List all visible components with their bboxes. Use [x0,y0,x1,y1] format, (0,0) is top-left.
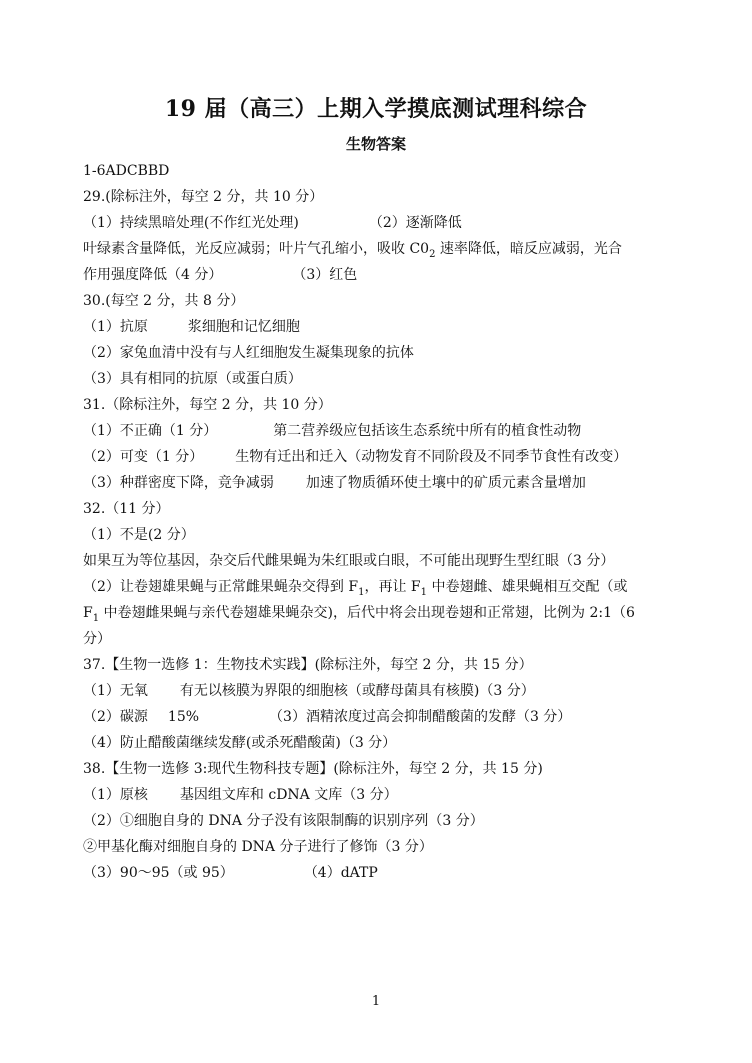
q32-heading: 32.（11 分） [83,501,170,517]
q32-answer-1: （1）不是(2 分） [83,527,195,543]
page-number: 1 [371,994,381,1009]
q37-answer-4: （4）防止醋酸菌继续发酵(或杀死醋酸菌)（3 分） [83,735,397,751]
q37-answer-2: （2）碳源 [83,709,148,725]
q37-answer-row-2 [83,704,677,730]
q38-answer-row-1 [83,782,677,808]
q37-answer-2b: 15% [167,709,200,725]
q31-answer-2b: 生物有迁出和迁入（动物发育不同阶段及不同季节食性有改变） [235,449,628,465]
q31-answer-3b: 加速了物质循环使土壤中的矿质元素含量增加 [305,475,586,491]
q32-answer-2-line-1 [83,574,677,600]
q31-answer-row-2 [83,444,677,470]
q31-answer-row-3 [83,470,677,496]
q32-answer-1-detail: 如果互为等位基因，杂交后代雌果蝇为朱红眼或白眼，不可能出现野生型红眼（3 分） [83,553,615,569]
q31-heading: 31.（除标注外，每空 2 分，共 10 分） [83,397,332,413]
q31-answer-3: （3）种群密度下降，竞争减弱 [83,475,274,491]
q38-answer-4: （4）dATP [303,865,378,881]
q37-answer-row-1 [83,678,677,704]
q31-answer-2: （2）可变（1 分） [83,449,204,465]
q31-answer-row-1 [83,418,677,444]
q30-answer-3: （3）具有相同的抗原（或蛋白质） [83,371,302,387]
q38-answer-row-3 [83,860,677,886]
q30-answer-1b: 浆细胞和记忆细胞 [187,319,300,335]
q38-answer-1: （1）原核 [83,787,148,803]
q29-detail-line-1 [83,236,677,262]
q32-a2-sub-2: 1 [420,586,427,598]
mc-answers: 1-6ADCBBD [83,163,170,179]
q29-detail-line-2 [83,262,677,288]
q29-answer-2: （2）逐渐降低 [368,215,462,231]
q38-answer-3: （3）90～95（或 95） [83,865,234,881]
q29-answer-3: （3）红色 [292,267,358,283]
q38-answer-1b: 基因组文库和 cDNA 文库（3 分） [179,787,398,803]
q32-a2-sub-3: 1 [92,612,100,624]
q30-answer-row-1 [83,314,677,340]
q37-answer-3: （3）酒精浓度过高会抑制醋酸菌的发酵（3 分） [269,709,572,725]
q29-detail-text-c: 作用强度降低（4 分） [83,267,223,283]
q37-heading: 37.【生物一选修 1：生物技术实践】(除标注外，每空 2 分，共 15 分） [83,657,533,673]
q29-answer-1: （1）持续黑暗处理(不作红光处理) [83,215,299,231]
q31-answer-1: （1）不正确（1 分） [83,423,218,439]
q32-a2-sub-1: 1 [358,586,365,598]
document-subtitle: 生物答案 [345,135,406,153]
q30-answer-1: （1）抗原 [83,319,148,335]
q29-heading: 29.(除标注外，每空 2 分，共 10 分） [83,189,324,205]
q32-a2-text-2: ，再让 F [364,579,421,595]
q37-answer-1: （1）无氧 [83,683,148,699]
q38-answer-2b: ②甲基化酶对细胞自身的 DNA 分子进行了修饰（3 分） [83,839,433,855]
q29-detail-subscript: 2 [429,248,436,260]
q29-answer-row-1 [83,210,677,236]
q32-answer-2-line-3: 分） [83,631,111,647]
document-title: 19 届（高三）上期入学摸底测试理科综合 [164,96,588,122]
q32-a2-text-4: F [83,605,93,621]
q32-a2-text-3: 中卷翅雌、雄果蝇相互交配（或 [427,579,628,595]
q38-answer-2: （2）①细胞自身的 DNA 分子没有该限制酶的识别序列（3 分） [83,813,484,829]
q29-detail-text-b: 速率降低，暗反应减弱，光合 [435,241,622,257]
q37-answer-1b: 有无以核膜为界限的细胞核（或酵母菌具有核膜)（3 分） [179,683,535,699]
q30-heading: 30.(每空 2 分，共 8 分） [83,293,245,309]
q38-heading: 38.【生物一选修 3:现代生物科技专题】(除标注外，每空 2 分，共 15 分) [83,761,543,777]
q29-detail-text-a: 叶绿素含量降低，光反应减弱；叶片气孔缩小，吸收 C0 [83,241,430,257]
q30-answer-2: （2）家兔血清中没有与人红细胞发生凝集现象的抗体 [83,345,414,361]
q32-a2-text-1: （2）让卷翅雄果蝇与正常雌果蝇杂交得到 F [83,579,359,595]
answer-content [83,158,677,886]
q32-a2-text-5: 中卷翅雌果蝇与亲代卷翅雄果蝇杂交)，后代中将会出现卷翅和正常翅，比例为 2:1（6 [99,605,635,621]
q32-answer-2-line-2 [83,600,677,626]
q31-answer-1b: 第二营养级应包括该生态系统中所有的植食性动物 [273,423,582,439]
